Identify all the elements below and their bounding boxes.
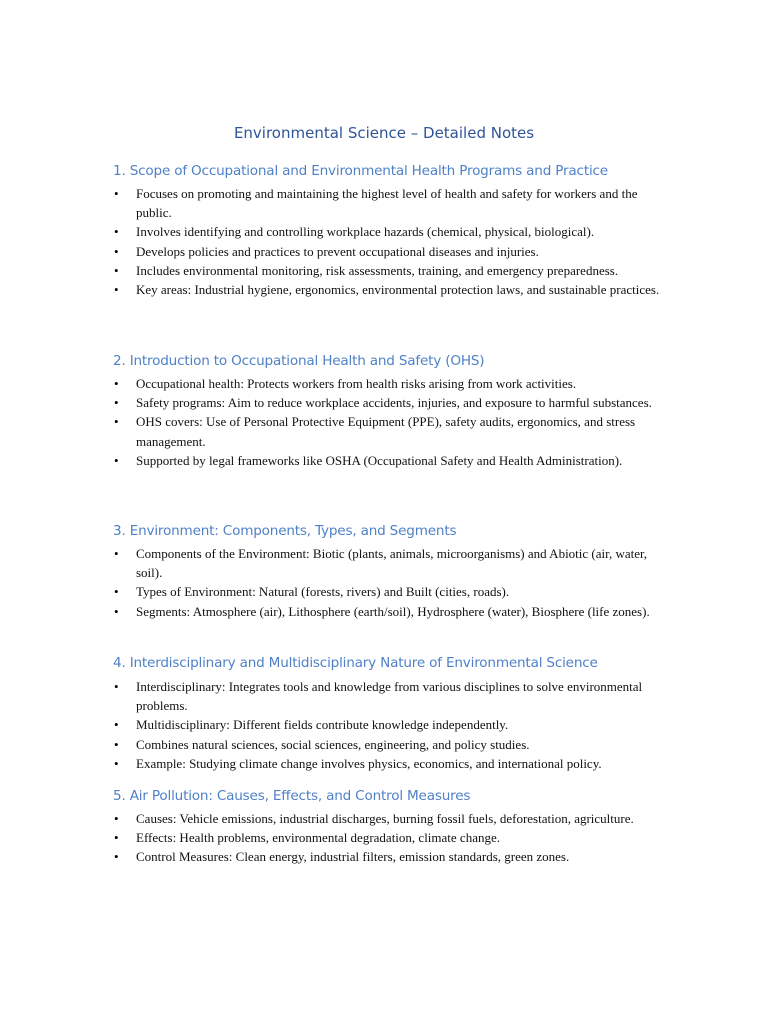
section-heading-scope: 1. Scope of Occupational and Environmental Health Programs and Practice [113,163,608,179]
section-heading-environment: 3. Environment: Components, Types, and Segments [113,523,457,539]
bullet-icon: • [114,282,119,298]
bullet-icon: • [114,830,119,846]
list-item: • Key areas: Industrial hygiene, ergonomics, environmental protection laws, and sustainable practices. [113,280,673,299]
list-item: • Example: Studying climate change involves physics, economics, and international policy. [113,754,673,773]
list-item: • Focuses on promoting and maintaining the highest level of health and safety for workers and the public. [114,186,638,221]
list-item: • Segments: Atmosphere (air), Lithosphere (earth/soil), Hydrosphere (water), Biosphere (life zones). [113,602,673,621]
list-item: • Interdisciplinary: Integrates tools and knowledge from various disciplines to solve environmental problems. [114,679,643,714]
list-item: • Control Measures: Clean energy, industrial filters, emission standards, green zones. [113,847,673,866]
bullet-icon: • [114,414,119,430]
bullet-icon: • [114,243,119,259]
bullet-icon: • [114,262,119,278]
list-item: • Includes environmental monitoring, risk assessments, training, and emergency preparedness. [113,261,673,280]
list-item: • Components of the Environment: Biotic (plants, animals, microorganisms) and Abiotic (air, water, soil). [114,546,648,581]
bullet-icon: • [114,736,119,752]
document-title: Environmental Science – Detailed Notes [233,124,535,142]
section-list-ohs [113,374,673,470]
list-item: • Multidisciplinary: Different fields contribute knowledge independently. [113,715,673,734]
list-item: • Safety programs: Aim to reduce workplace accidents, injuries, and exposure to harmful substances. [113,393,673,412]
bullet-icon: • [114,849,119,865]
bullet-icon: • [114,224,119,240]
bullet-icon: • [114,755,119,771]
list-item: • Types of Environment: Natural (forests, rivers) and Built (cities, roads). [113,582,673,601]
section-list-interdisciplinary [113,677,673,773]
list-item: • Supported by legal frameworks like OSHA (Occupational Safety and Health Administration). [113,451,673,470]
list-item: • Involves identifying and controlling workplace hazards (chemical, physical, biological). [113,222,673,241]
list-item: • Combines natural sciences, social sciences, engineering, and policy studies. [113,735,673,754]
bullet-icon: • [114,546,119,561]
list-item: • Develops policies and practices to prevent occupational diseases and injuries. [113,242,673,261]
list-item: • OHS covers: Use of Personal Protective Equipment (PPE), safety audits, ergonomics, and stress management. [114,414,636,449]
section-list-scope [113,184,673,299]
list-item: • Causes: Vehicle emissions, industrial discharges, burning fossil fuels, deforestation, agriculture. [113,809,673,828]
bullet-icon: • [114,376,119,391]
section-list-environment [113,544,673,621]
bullet-icon: • [114,452,119,468]
section-list-air-pollution [113,809,673,867]
list-item: • Effects: Health problems, environmental degradation, climate change. [113,828,673,847]
section-heading-air-pollution: 5. Air Pollution: Causes, Effects, and Control Measures [113,788,471,804]
section-heading-interdisciplinary: 4. Interdisciplinary and Multidisciplinary Nature of Environmental Science [113,655,598,671]
bullet-icon: • [114,717,119,733]
bullet-icon: • [114,679,119,694]
bullet-icon: • [114,811,119,826]
bullet-icon: • [114,584,119,600]
list-item: • Occupational health: Protects workers from health risks arising from work activities. [113,374,673,393]
bullet-icon: • [114,186,119,201]
bullet-icon: • [114,603,119,619]
bullet-icon: • [114,395,119,411]
section-heading-ohs: 2. Introduction to Occupational Health and Safety (OHS) [113,353,485,369]
